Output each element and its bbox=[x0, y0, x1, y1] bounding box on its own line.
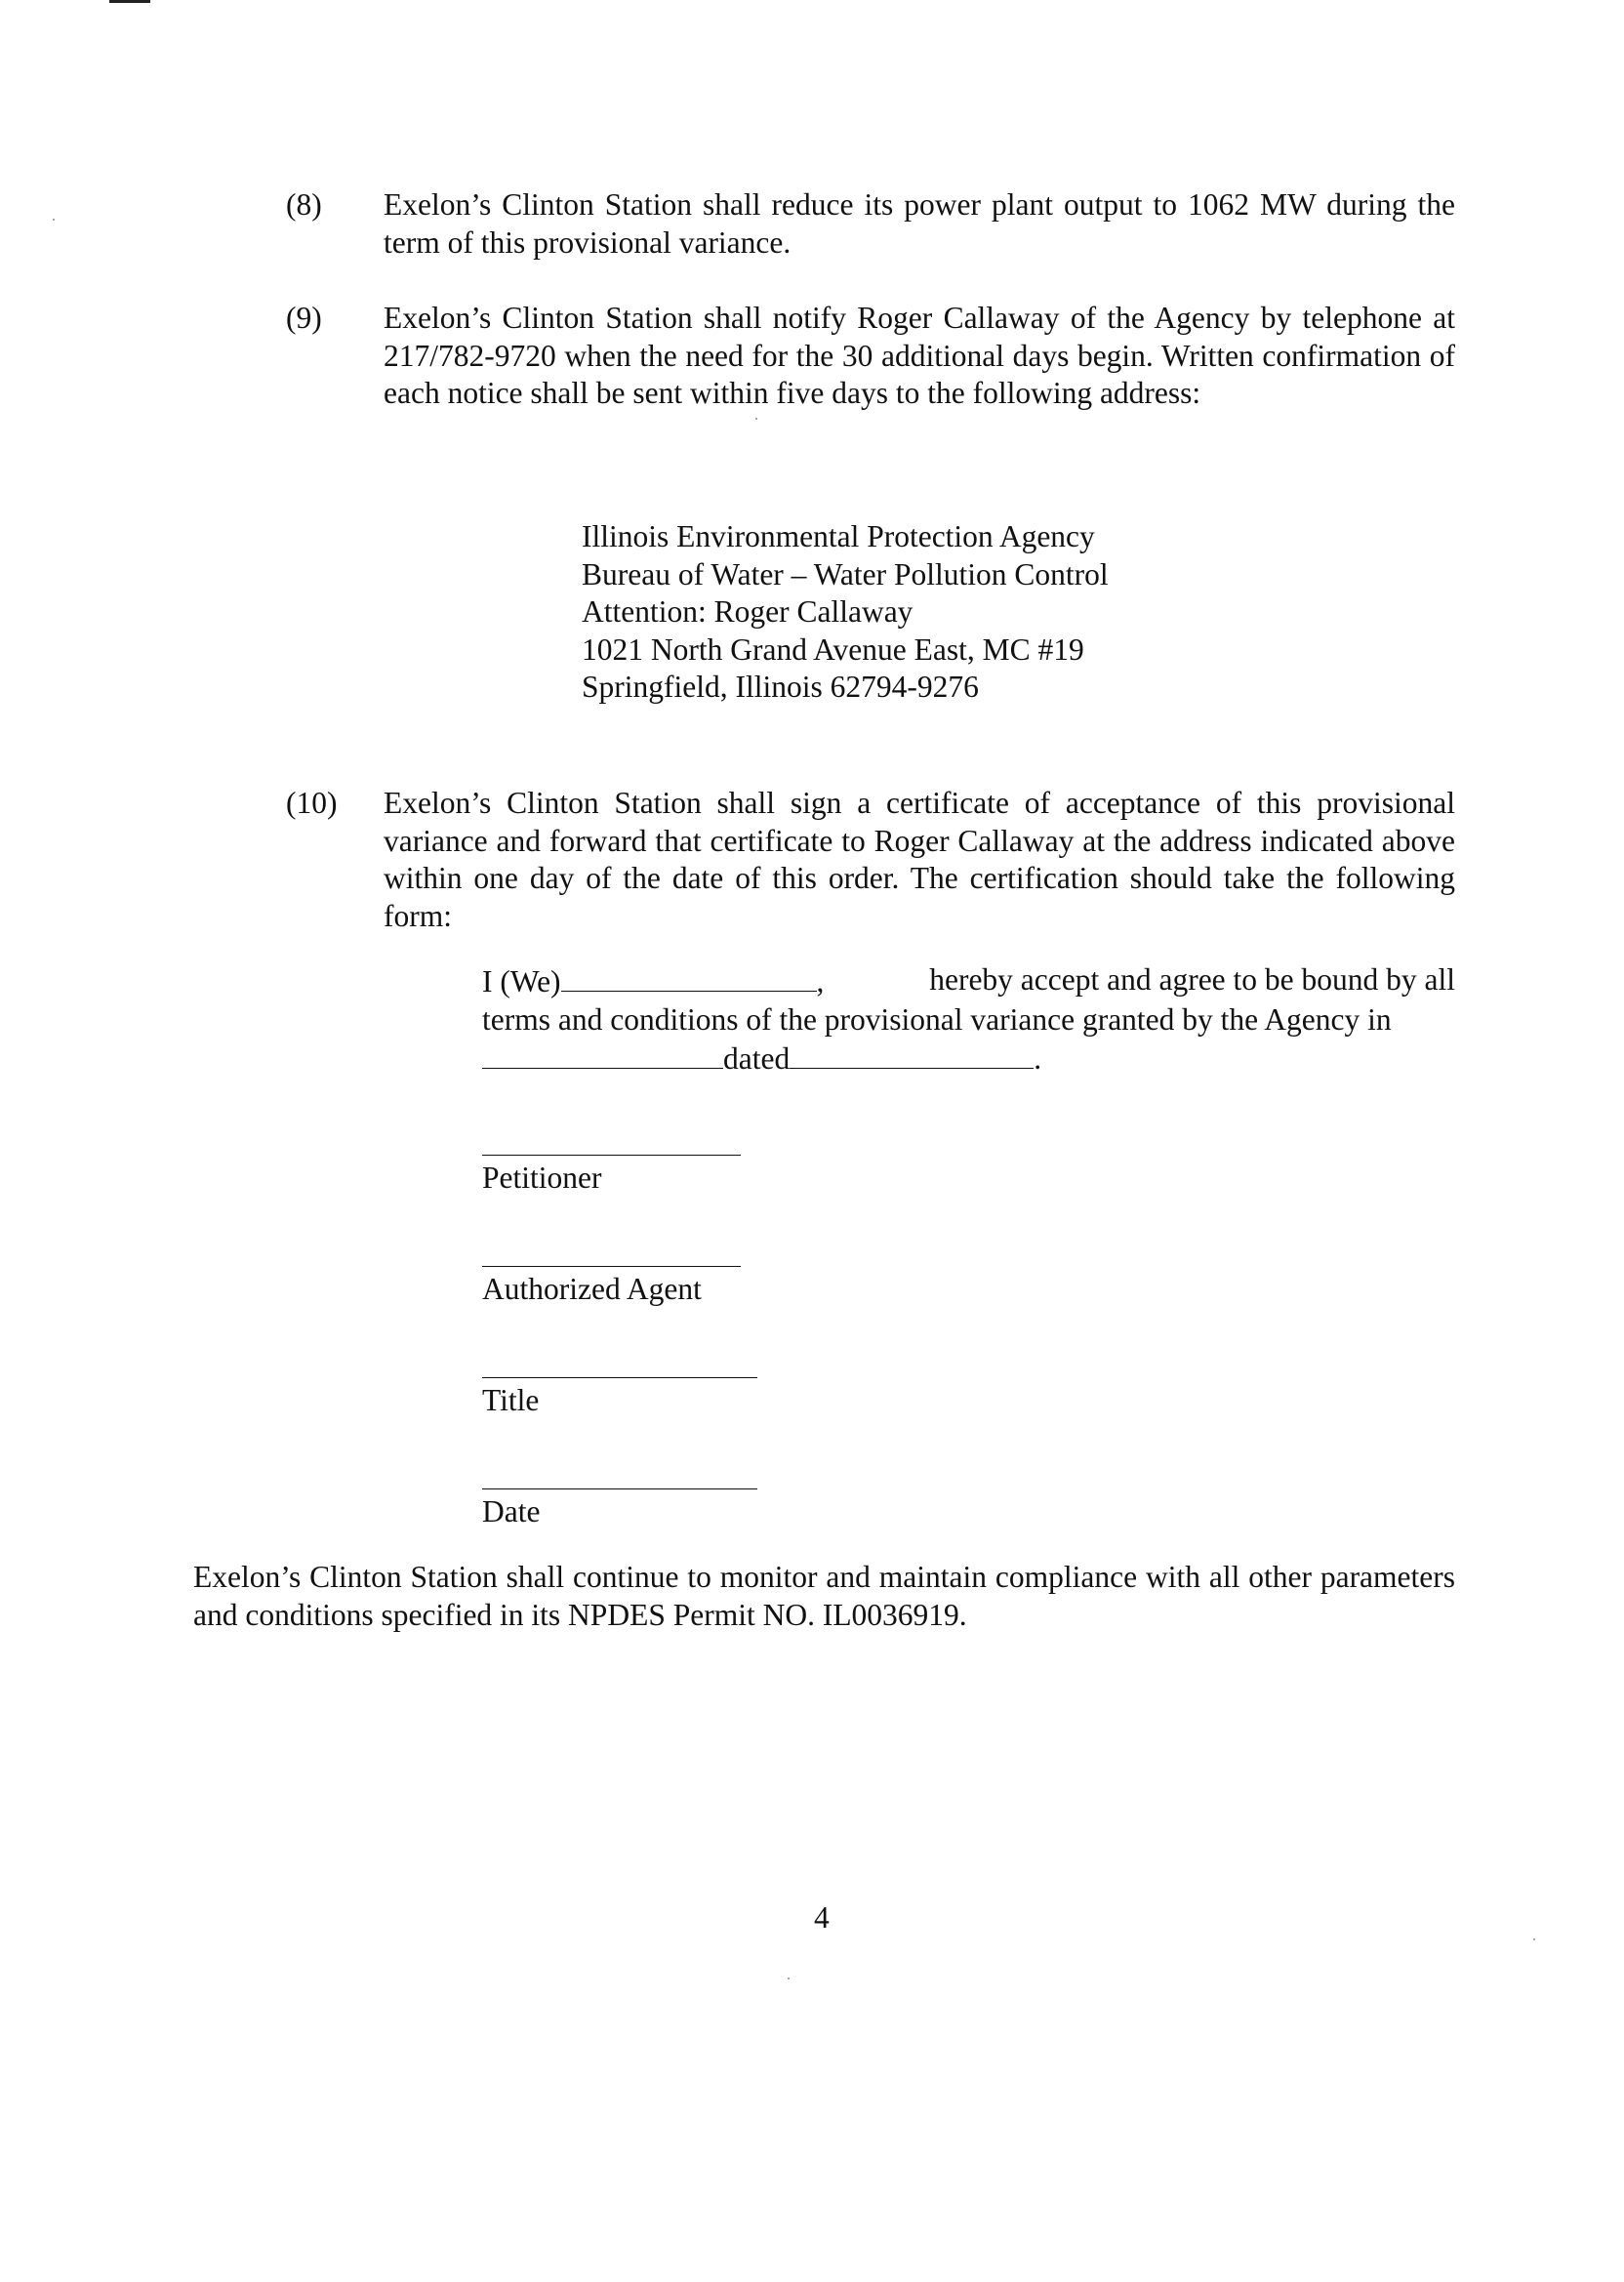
date-signature-line[interactable] bbox=[482, 1488, 757, 1489]
item-10-number: (10) bbox=[286, 786, 338, 820]
certificate-form bbox=[482, 961, 1455, 1079]
item-8-text: Exelon’s Clinton Station shall reduce its power plant output to 1062 MW during the term of this provisional variance. bbox=[384, 187, 1455, 260]
authorized-agent-signature bbox=[482, 1266, 741, 1309]
address-line-agency: Illinois Environmental Protection Agency bbox=[582, 519, 1095, 553]
name-blank[interactable] bbox=[561, 961, 817, 992]
certificate-dated: dated bbox=[723, 1041, 791, 1076]
title-label: Title bbox=[482, 1383, 540, 1417]
address-line-attention: Attention: Roger Callaway bbox=[582, 594, 914, 629]
variance-blank[interactable] bbox=[482, 1039, 723, 1069]
authorized-agent-label: Authorized Agent bbox=[482, 1272, 702, 1306]
certificate-line-3 bbox=[482, 1039, 1455, 1079]
title-signature bbox=[482, 1377, 757, 1420]
petitioner-signature-line[interactable] bbox=[482, 1155, 741, 1156]
scan-speck bbox=[1533, 1938, 1535, 1940]
address-line-city: Springfield, Illinois 62794-9276 bbox=[582, 670, 979, 704]
certificate-line-2: terms and conditions of the provisional variance granted by the Agency in bbox=[482, 1001, 1392, 1037]
page-number: 4 bbox=[814, 1900, 830, 1935]
date-blank[interactable] bbox=[790, 1039, 1034, 1069]
address-line-street: 1021 North Grand Avenue East, MC #19 bbox=[582, 632, 1084, 667]
scan-speck bbox=[53, 219, 55, 221]
item-8-number: (8) bbox=[286, 187, 322, 222]
item-9-text: Exelon’s Clinton Station shall notify Roger Callaway of the Agency by telephone at 217/782-9720 when the need for the 30 additional days begin. Written confirmation of each notice shall be sent within five days to the following address: bbox=[384, 301, 1455, 410]
date-signature bbox=[482, 1488, 757, 1531]
item-9-number: (9) bbox=[286, 301, 322, 335]
address-line-bureau: Bureau of Water – Water Pollution Control bbox=[582, 556, 1109, 591]
authorized-agent-signature-line[interactable] bbox=[482, 1266, 741, 1267]
petitioner-label: Petitioner bbox=[482, 1161, 602, 1195]
certificate-comma: , bbox=[816, 964, 825, 998]
agency-address bbox=[582, 518, 1109, 707]
date-label: Date bbox=[482, 1494, 541, 1528]
compliance-paragraph: Exelon’s Clinton Station shall continue to monitor and maintain compliance with all other parameters and conditions specified in its NPDES Permit NO. IL0036919. bbox=[193, 1560, 1455, 1632]
petitioner-signature bbox=[482, 1155, 741, 1198]
certificate-period: . bbox=[1034, 1041, 1042, 1076]
scan-speck bbox=[755, 418, 757, 420]
certificate-accept-text: hereby accept and agree to be bound by all bbox=[929, 962, 1455, 997]
title-signature-line[interactable] bbox=[482, 1377, 757, 1378]
item-10-text: Exelon’s Clinton Station shall sign a certificate of acceptance of this provisional variance and forward that certificate to Roger Callaway at the address indicated above within one day of the date of this order. The certification should take the following form: bbox=[384, 786, 1455, 933]
scan-speck bbox=[788, 1977, 790, 1979]
scan-edge-mark bbox=[109, 0, 150, 3]
certificate-line-1 bbox=[482, 961, 1455, 1001]
certificate-prefix: I (We) bbox=[482, 964, 561, 998]
